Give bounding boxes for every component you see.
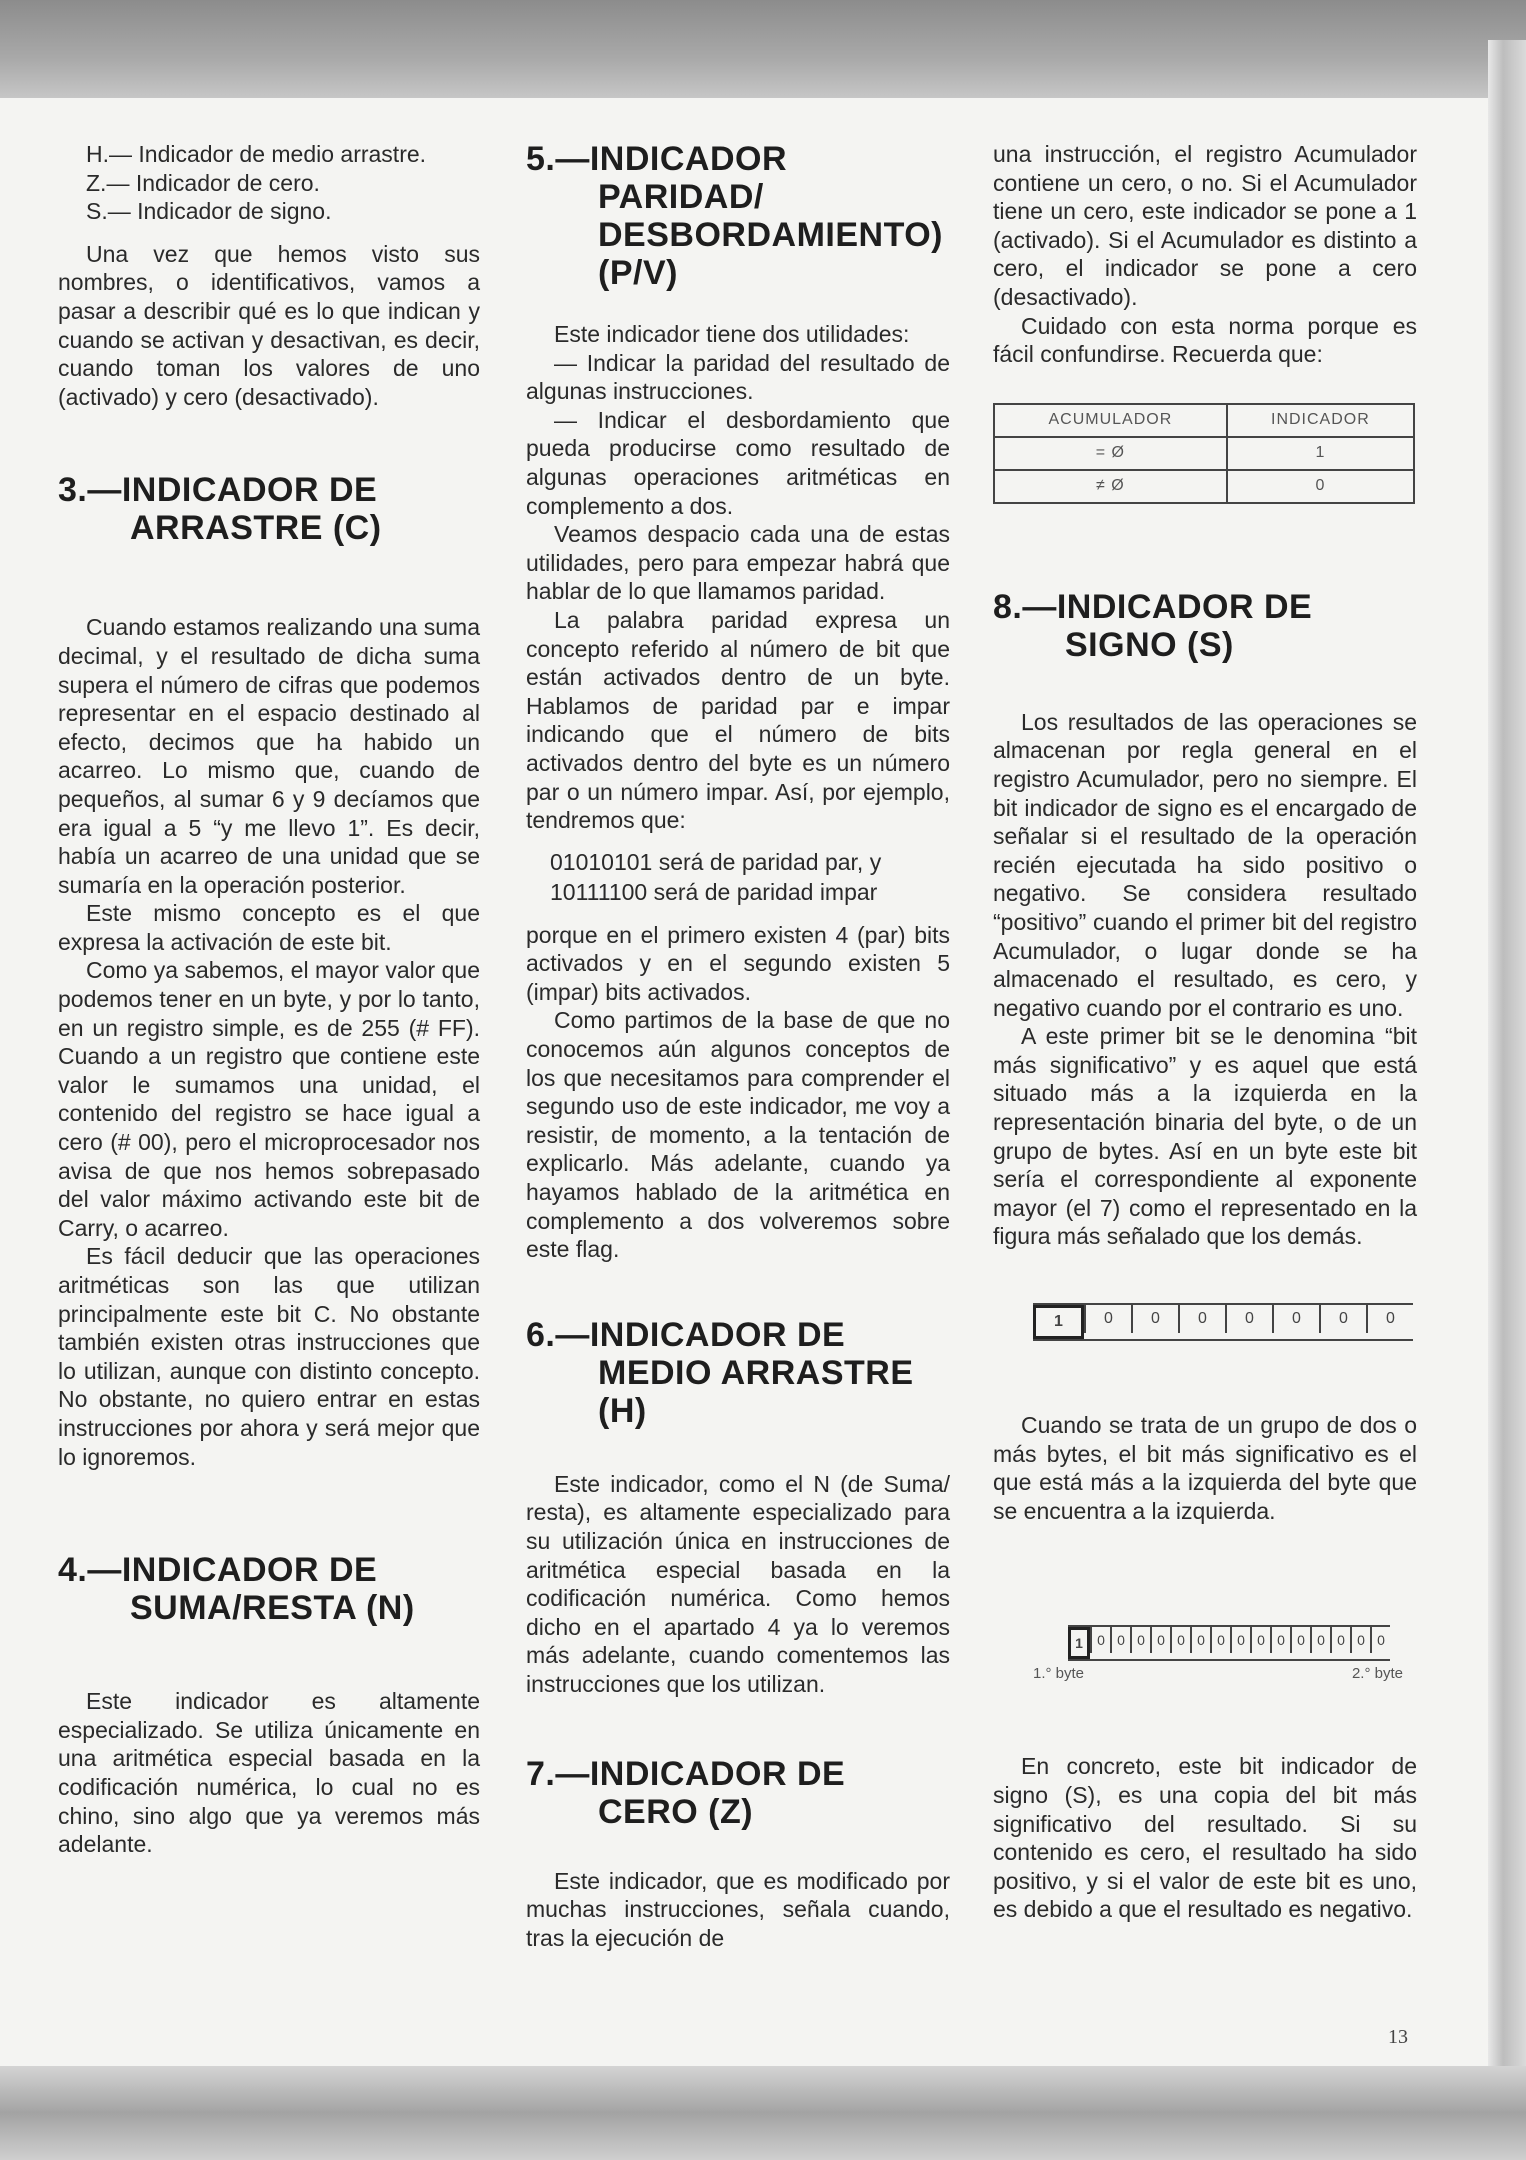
bit-cell: 0: [1366, 1305, 1413, 1333]
paragraph: Este indicador, como el N (de Suma/ resta), es altamente especializado para su utilización única en instrucciones de aritmética especial basada en la codificación numérica. Como hemos dicho en el apartado 4 ya lo veremos más adelante, cuando comentemos las instrucciones que los utilizan.: [526, 1470, 950, 1697]
paragraph: Como partimos de la base de que no conocemos aún algunos conceptos de los que necesitamos para comprender el segundo uso de este indicador, me voy a resistir, de momento, a la tentación de explicarlo. Más adelante, cuando ya hayamos hablado de la aritmética en complemento a dos volveremos sobre este flag.: [526, 1007, 950, 1263]
bit-cell: 0: [1250, 1627, 1270, 1653]
bit-cell: 0: [1110, 1627, 1130, 1653]
scan-top-band: [0, 0, 1526, 98]
table-header: INDICADOR: [1227, 404, 1414, 437]
paragraph: Como ya sabemos, el mayor valor que podemos tener en un byte, y por lo tanto, en un registro simple, es de 255 (# FF). Cuando a un registro que contiene este valor le sumamos una unidad, el contenido del registro se hace igual a cero (# 00), pero el microprocesador nos avisa de que nos hemos sobrepasado del valor máximo activando este bit de Carry, o acarreo.: [58, 957, 480, 1241]
table-cell: 0: [1227, 470, 1414, 503]
paragraph: Cuando se trata de un grupo de dos o más bytes, el bit más significativo es el que está más a la izquierda del byte que se encuentra a la izquierda.: [993, 1412, 1417, 1524]
parity-example: 10111100 será de paridad impar: [550, 878, 878, 905]
zero-flag-table: [993, 403, 1415, 504]
paragraph: Este indicador, que es modificado por muchas instrucciones, señala cuando, tras la ejecución de: [526, 1867, 950, 1951]
paragraph: Una vez que hemos visto sus nombres, o identificativos, vamos a pasar a describir qué es lo que indican y cuando se activan y desactivan, es decir, cuando toman los valores de uno (activado) y cero (desactivado).: [58, 240, 480, 410]
bit-cell: 0: [1178, 1305, 1225, 1333]
bit-cell: 0: [1230, 1627, 1250, 1653]
paragraph: Este mismo concepto es el que expresa la activación de este bit.: [58, 900, 480, 955]
bit-cell: 0: [1130, 1627, 1150, 1653]
byte-label-first: 1.° byte: [1033, 1665, 1085, 1683]
section-heading-8: 8.—INDICADOR DE SIGNO (S): [993, 587, 1313, 664]
bit-cell: 0: [1310, 1627, 1330, 1653]
bit-cell: 0: [1319, 1305, 1366, 1333]
paragraph: — Indicar la paridad del resultado de algunas instrucciones.: [526, 349, 950, 405]
bit-cell: 1: [1033, 1305, 1084, 1339]
paragraph: Cuidado con esta norma porque es fácil confundirse. Recuerda que:: [993, 312, 1417, 368]
paragraph: Es fácil deducir que las operaciones aritméticas son las que utilizan principalmente este bit C. No obstante también existen otras instrucciones que lo utilizan, aunque con distinto concepto. No obstante, no quiero entrar en estas instrucciones por ahora y será mejor que lo ignoremos.: [58, 1243, 480, 1470]
bit-cell: 0: [1090, 1627, 1110, 1653]
flag-list-item: S.— Indicador de signo.: [86, 198, 332, 225]
column-3: [993, 140, 1417, 1924]
paragraph: — Indicar el desbordamiento que pueda producirse como resultado de algunas operaciones aritméticas en complemento a dos.: [526, 406, 950, 519]
scan-bottom-band: [0, 2066, 1526, 2160]
bit-cell: 0: [1190, 1627, 1210, 1653]
byte-bit-diagram: [1033, 1303, 1413, 1341]
flag-list-item: Z.— Indicador de cero.: [86, 169, 320, 196]
paragraph: Veamos despacio cada una de estas utilidades, pero para empezar habrá que hablar de lo que llamamos paridad.: [526, 521, 950, 605]
two-byte-bit-diagram: [1068, 1625, 1390, 1661]
flag-list-item: H.— Indicador de medio arrastre.: [86, 141, 427, 167]
paragraph: En concreto, este bit indicador de signo (S), es una copia del bit más significativo del resultado. Si su contenido es cero, el resultado ha sido positivo, y si el valor de este bit es uno, es debido a que el resultado es negativo.: [993, 1753, 1417, 1923]
byte-label-second: 2.° byte: [1351, 1665, 1403, 1683]
paragraph: A este primer bit se le denomina “bit más significativo” y es aquel que está situado más a la izquierda en la representación binaria del byte, o de un grupo de bytes. Así en un byte este bit sería el correspondiente al exponente mayor (el 7) como el representado en la figura más señalado que los demás.: [993, 1023, 1417, 1250]
table-cell: = Ø: [994, 437, 1227, 470]
paragraph: Los resultados de las operaciones se almacenan por regla general en el registro Acumulador, pero no siempre. El bit indicador de signo es el encargado de señalar si el resultado de la operación recién ejecutada ha sido positivo o negativo. Se considera resultado “positivo” cuando el primer bit del registro Acumulador, o lugar donde se ha almacenado el resultado, es cero, y negativo cuando por el contrario es uno.: [993, 708, 1417, 1021]
bit-cell: 0: [1330, 1627, 1350, 1653]
bit-cell: 0: [1225, 1305, 1272, 1333]
bit-cell: 0: [1272, 1305, 1319, 1333]
section-heading-5: 5.—INDICADOR PARIDAD/ DESBORDAMIENTO) (P/V): [526, 140, 943, 292]
bit-cell: 0: [1170, 1627, 1190, 1653]
bit-cell: 0: [1084, 1305, 1131, 1333]
table-cell: ≠ Ø: [994, 470, 1227, 503]
section-heading-7: 7.—INDICADOR DE CERO (Z): [526, 1754, 846, 1831]
section-heading-6: 6.—INDICADOR DE MEDIO ARRASTRE (H): [526, 1315, 914, 1430]
section-heading-3: 3.—INDICADOR DE ARRASTRE (C): [58, 471, 382, 548]
section-heading-4: 4.—INDICADOR DE SUMA/RESTA (N): [58, 1551, 415, 1628]
bit-cell: 1: [1068, 1627, 1090, 1659]
paragraph: Este indicador es altamente especializado. Se utiliza únicamente en una aritmética especial basada en la codificación numérica, lo cual no es chino, sino algo que ya veremos más adelante.: [58, 1688, 480, 1858]
paragraph: La palabra paridad expresa un concepto referido al número de bit que están activados dentro de un byte. Hablamos de paridad par e impar indicando que el número de bits activados dentro del byte es un número par o un número impar. Así, por ejemplo, tendremos que:: [526, 606, 950, 834]
paragraph: una instrucción, el registro Acumulador contiene un cero, o no. Si el Acumulador tiene un cero, este indicador se pone a 1 (activado). Si el Acumulador es distinto a cero, el indicador se pone a cero (desactivado).: [993, 141, 1417, 310]
bit-cell: 0: [1370, 1627, 1390, 1653]
column-1: [58, 140, 480, 1859]
bit-cell: 0: [1131, 1305, 1178, 1333]
bit-cell: 0: [1290, 1627, 1310, 1653]
page-number: 13: [1388, 2026, 1408, 2048]
scan-right-edge: [1488, 40, 1526, 2120]
bit-cell: 0: [1270, 1627, 1290, 1653]
column-2: [526, 140, 950, 1952]
paragraph: Cuando estamos realizando una suma decimal, y el resultado de dicha suma supera el número de cifras que podemos representar en el espacio destinado al efecto, decimos que ha habido un acarreo. Lo mismo que, cuando de pequeños, al sumar 6 y 9 decíamos que era igual a 5 “y me llevo 1”. Es decir, había un acarreo de una unidad que se sumaría en la operación posterior.: [58, 614, 480, 898]
bit-cell: 0: [1150, 1627, 1170, 1653]
parity-example: 01010101 será de paridad par, y: [550, 848, 882, 875]
table-cell: 1: [1227, 437, 1414, 470]
paragraph: porque en el primero existen 4 (par) bits activados y en el segundo existen 5 (impar) bits activados.: [526, 921, 950, 1005]
paragraph: Este indicador tiene dos utilidades:: [554, 321, 910, 347]
bit-cell: 0: [1210, 1627, 1230, 1653]
table-header: ACUMULADOR: [994, 404, 1227, 437]
bit-cell: 0: [1350, 1627, 1370, 1653]
byte-labels: [1033, 1665, 1403, 1682]
